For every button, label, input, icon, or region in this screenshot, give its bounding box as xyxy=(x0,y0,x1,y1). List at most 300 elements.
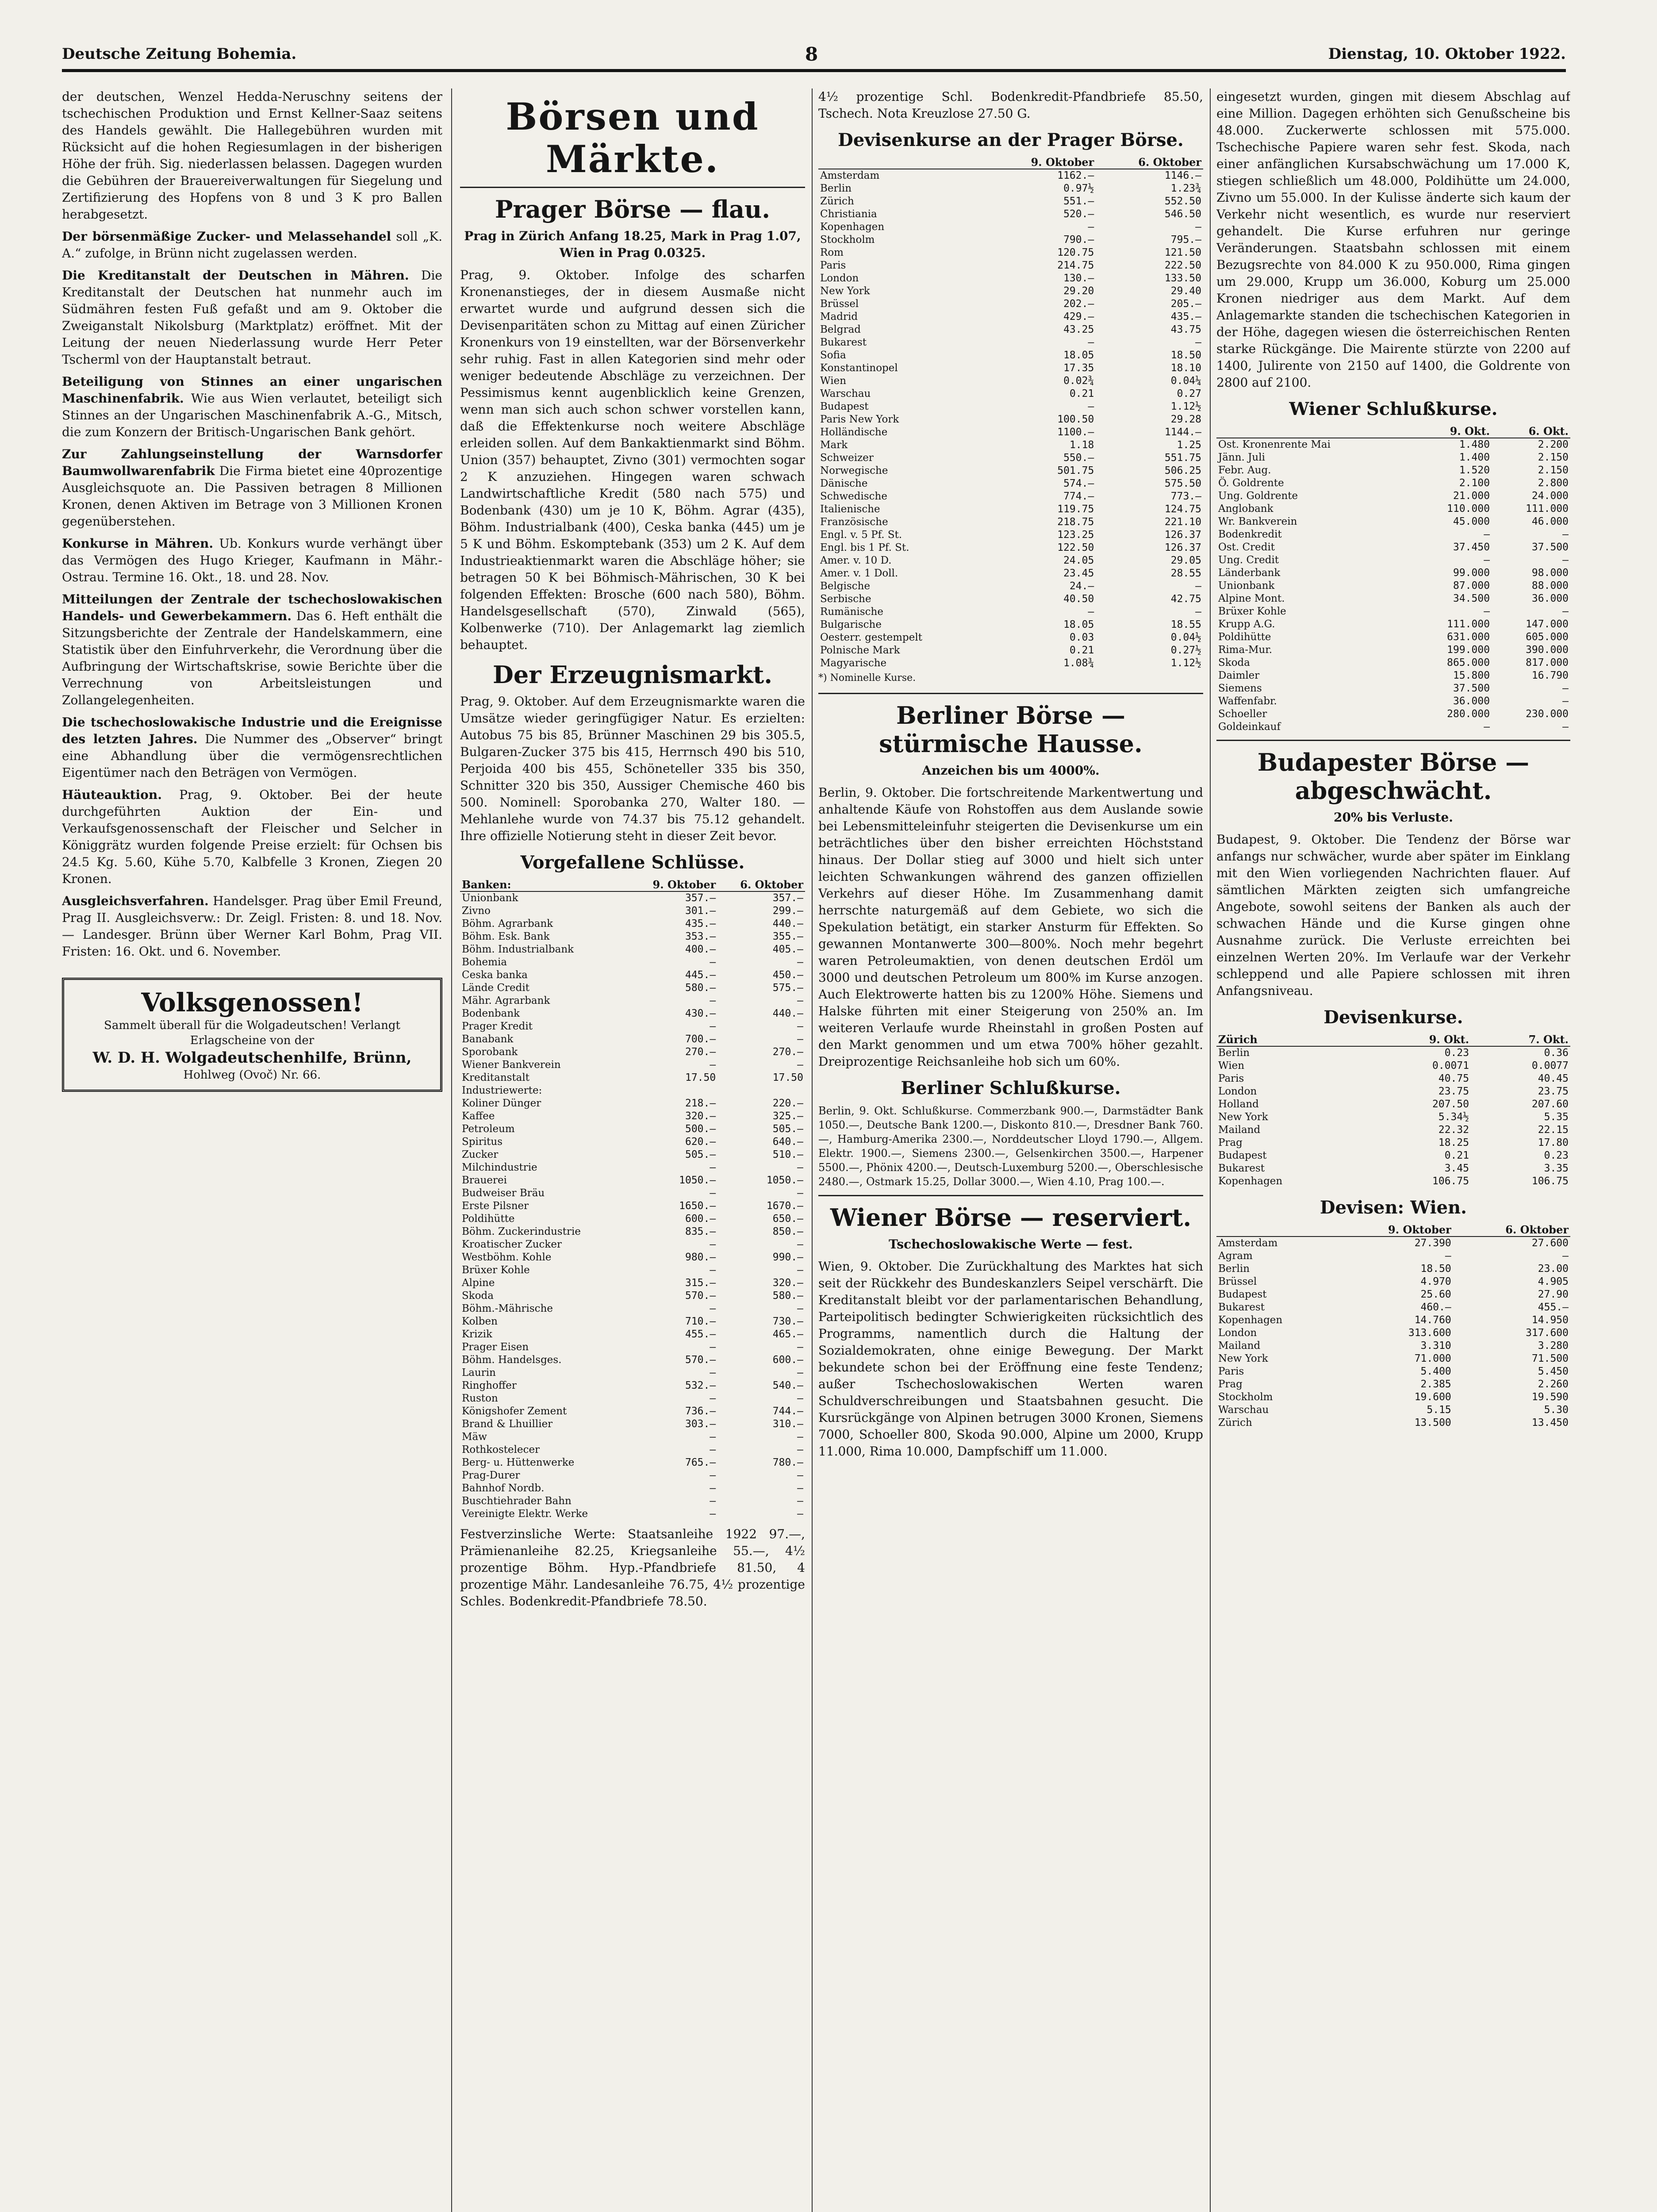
table-row xyxy=(460,1148,805,1161)
table-heading: Wiener Schlußkurse. xyxy=(1289,399,1498,419)
table-cell: 570.— xyxy=(685,1290,716,1302)
table-row xyxy=(818,465,1203,477)
table-row xyxy=(460,1110,805,1123)
table-cell: Brüssel xyxy=(1218,1276,1257,1287)
table-row xyxy=(1216,605,1570,618)
table-cell: Kroatischer Zucker xyxy=(462,1239,562,1250)
table-cell: Ost. Kronenrente Mai xyxy=(1218,439,1331,450)
table-cell: Alpine Mont. xyxy=(1218,593,1285,604)
table-cell: Polnische Mark xyxy=(820,645,900,656)
table-row xyxy=(460,1046,805,1059)
table-heading: Vorgefallene Schlüsse. xyxy=(520,852,745,873)
table-cell: Krupp A.G. xyxy=(1218,618,1275,630)
table-cell: Ung. Goldrente xyxy=(1218,490,1298,502)
table-cell: Warschau xyxy=(1218,1404,1269,1416)
table-row xyxy=(460,1379,805,1392)
table-cell: 315.— xyxy=(685,1277,716,1289)
table-row xyxy=(818,439,1203,452)
table-row xyxy=(460,1187,805,1200)
table-row xyxy=(460,905,805,918)
table-cell: London xyxy=(1218,1086,1257,1097)
table-cell: 3.45 xyxy=(1444,1163,1469,1174)
table-column-header: 7. Okt. xyxy=(1471,1033,1570,1046)
table-cell: 0.0071 xyxy=(1432,1060,1469,1071)
table-cell: 205.— xyxy=(1170,298,1201,310)
table-cell: — xyxy=(710,1303,716,1314)
table-cell: 24.— xyxy=(1069,580,1094,592)
table-cell: Wien xyxy=(1218,1060,1245,1071)
table-cell: 14.950 xyxy=(1531,1314,1569,1326)
table-cell: 1670.— xyxy=(766,1200,803,1212)
table-cell: 202.— xyxy=(1063,298,1094,310)
table-cell: Bodenkredit xyxy=(1218,529,1282,540)
table-cell: 430.— xyxy=(685,1008,716,1019)
table-cell: 2.100 xyxy=(1459,477,1490,489)
table-cell: Prager Eisen xyxy=(462,1341,529,1353)
table-cell: 551.— xyxy=(1063,196,1094,207)
table-cell: Böhm. Zuckerindustrie xyxy=(462,1226,581,1237)
table-cell: Böhm. Handelsges. xyxy=(462,1354,562,1366)
table-cell: 5.30 xyxy=(1544,1404,1569,1416)
table-cell: — xyxy=(1088,221,1094,233)
table-cell: 390.000 xyxy=(1526,644,1569,656)
article-text: Wien, 9. Oktober. Die Zurückhaltung des Marktes hat sich seit der Rückkehr des Bundeskanzlers Seipel verschärft. Die Kreditanstalt bleibt vor der parlamentarischen Behandlung, Parteipolitisch bedingter Schwierigkeiten rücksichtlich des Programms, namentlich durch die Haltung der Sozialdemokraten, ohne einige Bewegung. Der Markt bekundete schon bei der Eröffnung eine feste Tendenz; außer Tschechoslowakischen Werten waren Schuldverschreibungen und Staatsbahnen gesucht. Die Kursrückgänge von Alpinen betrugen 3000 Kronen, Siemens 7000, Schoeller 800, Skoda 90.000, Alpine um 2000, Krupp 11.000, Rima 10.000, Dampfschiff um 11.000. xyxy=(818,1259,1203,1459)
table-cell: Westböhm. Kohle xyxy=(462,1252,552,1263)
table-cell: 199.000 xyxy=(1447,644,1490,656)
table-cell: London xyxy=(820,273,859,284)
table-cell: 1162.— xyxy=(1057,170,1094,181)
table-cell: Böhm. Agrarbank xyxy=(462,918,553,929)
table-cell: 37.500 xyxy=(1531,541,1569,553)
table-cell: Engl. bis 1 Pf. St. xyxy=(820,542,909,553)
table-row xyxy=(1216,1046,1570,1060)
table-cell: 13.450 xyxy=(1531,1417,1569,1429)
table-cell: Budapest xyxy=(820,401,869,412)
table-row xyxy=(1216,708,1570,721)
table-cell: Berlin xyxy=(1218,1047,1250,1059)
table-column-header: 9. Oktober xyxy=(989,156,1096,169)
table-cell: 27.390 xyxy=(1414,1237,1451,1249)
table-cell: 40.50 xyxy=(1063,593,1094,605)
table-cell: Berlin xyxy=(1218,1263,1250,1275)
table-cell: — xyxy=(797,1021,803,1032)
table-row xyxy=(460,1200,805,1213)
table-row xyxy=(460,1405,805,1418)
table-cell: Paris xyxy=(1218,1366,1244,1377)
table-cell: 28.55 xyxy=(1170,568,1201,579)
table-row xyxy=(460,995,805,1007)
article-text: eingesetzt wurden, gingen mit diesem Abschlag auf eine Million. Dagegen erhöhten sich Genußscheine bis 48.000. Zuckerwerte schlossen mit 575.000. Tschechische Papiere waren sehr fest. Skoda, nach einer anfänglichen Kursabschwächung um 17.000 K, stiegen schließlich um 48.000, Poldihütte um 24.000, Zivno um 55.000. In der Kulisse änderte sich kaum der Verkehr nicht wesentlich, es wurde nur reserviert gehandelt. Die Kurse erfuhren nur geringe Veränderungen. Staatsbahn schlossen mit einem Bezugsrechte von 84.000 K zu 950.000, Rima gingen um 29.000, Krupp um 36.000, Koburg um 25.000 Kronen niedriger aus dem Markt. Auf dem Anlagemarkte standen die tschechischen Kategorien in der Höhe, dagegen wiesen die österreichischen Renten starke Rückgänge. Die Mairente stürzte von 2200 auf 1400, Julirente von 2150 auf 1400, die Goldrente von 2800 auf 2100. xyxy=(1216,89,1570,390)
table-cell: 310.— xyxy=(772,1418,803,1430)
table-row xyxy=(460,1367,805,1379)
table-cell: 123.25 xyxy=(1057,529,1094,541)
table-row xyxy=(1216,1250,1570,1263)
table-row xyxy=(818,362,1203,375)
table-cell: Berlin xyxy=(820,183,852,194)
table-cell: Kolben xyxy=(462,1316,498,1327)
table-row xyxy=(1216,1378,1570,1391)
table-cell: 1.12½ xyxy=(1170,657,1201,669)
article-heading: Der börsenmäßige Zucker- und Melassehandel xyxy=(62,229,391,244)
table-cell: 2.150 xyxy=(1538,452,1569,463)
table-cell: 29.20 xyxy=(1063,285,1094,297)
table-cell: Rom xyxy=(820,247,844,258)
table-cell: — xyxy=(797,1482,803,1494)
table-cell: Mailand xyxy=(1218,1124,1261,1136)
table-cell: Christiania xyxy=(820,208,877,220)
table-row xyxy=(818,400,1203,413)
table-cell: 2.385 xyxy=(1420,1379,1451,1390)
table-cell: Budweiser Bräu xyxy=(462,1187,545,1199)
table-cell: 1.480 xyxy=(1459,439,1490,450)
table-row xyxy=(818,285,1203,298)
table-cell: Krizik xyxy=(462,1329,492,1340)
table-cell: 119.75 xyxy=(1057,503,1094,515)
table-cell: 71.000 xyxy=(1414,1353,1451,1364)
table-cell: 850.— xyxy=(772,1226,803,1237)
table-cell: — xyxy=(797,1264,803,1276)
table-cell: 130.— xyxy=(1063,273,1094,284)
table-cell: 2.200 xyxy=(1538,439,1569,450)
table-cell: — xyxy=(710,1470,716,1481)
table-cell: 1.23¾ xyxy=(1170,183,1201,194)
table-cell: Mailand xyxy=(1218,1340,1261,1352)
table-row xyxy=(1216,451,1570,464)
table-row xyxy=(460,1007,805,1020)
table-cell: 133.50 xyxy=(1164,273,1201,284)
table-cell: 1050.— xyxy=(679,1175,716,1186)
table-cell: 230.000 xyxy=(1526,708,1569,720)
section-subheading: Tschechoslowakische Werte — fest. xyxy=(889,1237,1133,1252)
table-cell: — xyxy=(710,1021,716,1032)
table-cell: 2.150 xyxy=(1538,465,1569,476)
table-cell: — xyxy=(1562,695,1569,707)
table-cell: 106.75 xyxy=(1531,1175,1569,1187)
table-row xyxy=(818,182,1203,195)
table-cell: 22.32 xyxy=(1438,1124,1469,1136)
table-cell: Bodenbank xyxy=(462,1008,520,1019)
table-column-header: 9. Okt. xyxy=(1371,1033,1471,1046)
section-subheading: Anzeichen bis um 4000%. xyxy=(922,763,1100,778)
table-cell: 455.— xyxy=(685,1329,716,1340)
table-row xyxy=(460,1251,805,1264)
table-cell: 435.— xyxy=(685,918,716,929)
table-cell: New York xyxy=(1218,1111,1268,1123)
section-heading: Wiener Börse — reserviert. xyxy=(830,1203,1192,1232)
table-cell: 980.— xyxy=(685,1252,716,1263)
table-cell: 790.— xyxy=(1063,234,1094,246)
table-row xyxy=(1216,1175,1570,1188)
table-cell: — xyxy=(797,1508,803,1520)
table-cell: — xyxy=(797,1367,803,1379)
table-row xyxy=(1216,515,1570,528)
table-row xyxy=(460,1174,805,1187)
table-cell: — xyxy=(797,1033,803,1045)
table-row xyxy=(1216,1352,1570,1365)
table-cell: 18.50 xyxy=(1170,349,1201,361)
table-cell: — xyxy=(1562,683,1569,694)
table-cell: Belgrad xyxy=(820,324,861,335)
table-cell: 124.75 xyxy=(1164,503,1201,515)
table-cell: 5.400 xyxy=(1420,1366,1451,1377)
table-cell: Schoeller xyxy=(1218,708,1267,720)
table-cell: 207.50 xyxy=(1432,1098,1469,1110)
table-row xyxy=(460,1328,805,1341)
table-cell: 24.05 xyxy=(1063,555,1094,566)
table-cell: 36.000 xyxy=(1531,593,1569,604)
table-cell: — xyxy=(1088,606,1094,618)
table-cell: 16.790 xyxy=(1531,670,1569,681)
table-cell: 505.— xyxy=(772,1123,803,1135)
table-cell: Anglobank xyxy=(1218,503,1273,515)
article-text: Prag, 9. Oktober. Bei der heute durchgeführten Auktion der Ein- und Verkaufsgenossenschaft der Fleischer und Selcher in Königgrätz wurden folgende Preise erzielt: für Ochsen bis 24.5 Kg. 5.60, Kühe 5.70, Kalbfelle 3 Kronen, Ziegen 20 Kronen. xyxy=(62,787,442,886)
table-cell: Goldeinkauf xyxy=(1218,721,1281,733)
table-cell: — xyxy=(797,956,803,968)
table-cell: — xyxy=(1195,580,1201,592)
table-cell: 0.23 xyxy=(1444,1047,1469,1059)
table-row xyxy=(460,1264,805,1277)
table-cell: — xyxy=(1562,721,1569,733)
article-text: Prag, 9. Oktober. Infolge des scharfen Kronenanstieges, der in diesem Ausmaße nicht erwartet wurde und aufgrund dessen sich die Devisenparitäten schon zu Mittag auf einen Züricher Kronenkurs von 19 einstellten, war der Börsenverkehr sehr ruhig. Fast in allen Kategorien sind mehr oder weniger bedeutende Abschläge zu verzeichnen. Der Pessimismus kennt augenblicklich keine Grenzen, wenn man sich auch schon schwer vorstellen kann, daß die Effektenkurse noch weitere Abschläge erleiden sollen. Auf dem Bankaktienmarkt sind Böhm. Union (357) behauptet, Zivno (301) vermochten sogar 2 K anzuziehen. Hingegen waren schwach Landwirtschaftliche Kredit (580 nach 575) und Bodenbank (430) um je 10 K, Böhm. Agrar (435), Böhm. Industrialbank (400), Ceska banka (445) um je 5 K und Böhm. Eskomptebank (353) um 2 K. Auf dem Industrieaktienmarkt waren die Abschläge höher; sie betragen 50 K bei Böhmisch-Mährischen, 30 K bei folgenden Effekten: Brosche (600 nach 580), Böhm. Handelsgesellschaft (570), Zinwald (565), Kolbenwerke (710). Der Anlagemarkt lag ziemlich behauptet. xyxy=(460,268,805,652)
zurich-fx-table xyxy=(1216,1033,1570,1188)
table-row xyxy=(460,891,805,905)
table-cell: Brüssel xyxy=(820,298,859,310)
ad-title: Volksgenossen! xyxy=(141,987,363,1018)
issue-date: Dienstag, 10. Oktober 1922. xyxy=(1328,45,1566,63)
table-cell: 501.75 xyxy=(1057,465,1094,476)
article-hop-market: der deutschen, Wenzel Hedda-Neruschny seitens der tschechischen Produktion und Ernst Kellner-Saaz seitens des Handels gewählt. Die Hallegebühren wurden mit Rücksicht auf die hohen Regiesumlagen in der bisherigen Höhe der früh. Sig. niederlassen belassen. Dagegen wurden die Gebühren der Brauereiverwaltungen für Siegelung und Zertifizierung des Hopfens von 8 und 3 K pro Ballen herabgesetzt. xyxy=(62,89,442,222)
table-row xyxy=(460,1225,805,1238)
table-cell: Brüxer Kohle xyxy=(1218,606,1286,617)
table-cell: Berg- u. Hüttenwerke xyxy=(462,1457,575,1468)
table-cell: 122.50 xyxy=(1057,542,1094,553)
table-cell: Bulgarische xyxy=(820,619,882,630)
table-cell: Rumänische xyxy=(820,606,883,618)
table-cell: 540.— xyxy=(772,1380,803,1391)
section-title: Börsen und Märkte. xyxy=(506,95,759,181)
table-cell: 570.— xyxy=(685,1354,716,1366)
table-cell: 574.— xyxy=(1063,478,1094,489)
table-row xyxy=(818,298,1203,311)
table-cell: 500.— xyxy=(685,1123,716,1135)
table-cell: 710.— xyxy=(685,1316,716,1327)
table-row xyxy=(818,388,1203,400)
table-cell: Koliner Dünger xyxy=(462,1098,541,1109)
table-row xyxy=(1216,1340,1570,1352)
table-cell: 37.500 xyxy=(1453,683,1490,694)
table-row xyxy=(1216,644,1570,657)
table-footnote: *) Nominelle Kurse. xyxy=(818,672,916,684)
table-cell: 303.— xyxy=(685,1418,716,1430)
table-cell: 580.— xyxy=(685,982,716,994)
section-heading: Prager Börse — flau. xyxy=(495,195,771,223)
article-heading: Die Kreditanstalt der Deutschen in Mähren. xyxy=(62,268,409,283)
table-row xyxy=(1216,592,1570,605)
table-cell: Milchindustrie xyxy=(462,1162,537,1173)
table-cell xyxy=(630,1084,717,1097)
table-row xyxy=(1216,695,1570,708)
table-cell: Konstantinopel xyxy=(820,362,898,374)
column-rule xyxy=(451,88,452,2212)
table-cell: 510.— xyxy=(772,1149,803,1160)
table-cell: Italienische xyxy=(820,503,880,515)
table-cell: Ö. Goldrente xyxy=(1218,477,1284,489)
table-cell: Bohemia xyxy=(462,956,507,968)
article-text: Prag, 9. Oktober. Auf dem Erzeugnismarkte waren die Umsätze wieder geringfügiger Natur. Es erzielten: Autobus 75 bis 85, Brünner Maschinen 29 bis 305.5, Bulgaren-Zucker 375 bis 415, Herrnsch 490 bis 510, Perjoida 400 bis 455, Schöneteller 335 bis 350, Schnitter 320 bis 350, Aussiger Chemische 460 bis 500. Nominell: Sporobanka 270, Walter 180. — Mehlanlehe wurde von 74.37 bis 75.12 gehandelt. Ihre offizielle Notierung steht in dieser Zeit bevor. xyxy=(460,694,805,843)
table-cell: — xyxy=(710,995,716,1006)
table-cell: — xyxy=(797,1162,803,1173)
table-cell: 546.50 xyxy=(1164,208,1201,220)
article-heading: Beteiligung von Stinnes an einer ungarischen Maschinenfabrik. xyxy=(62,374,442,406)
table-cell: 2.260 xyxy=(1538,1379,1569,1390)
table-cell: 450.— xyxy=(772,969,803,981)
table-cell: — xyxy=(797,1470,803,1481)
table-row xyxy=(1216,1391,1570,1404)
table-cell: — xyxy=(710,1162,716,1173)
table-cell: 357.— xyxy=(772,892,803,904)
table-cell: 46.000 xyxy=(1531,516,1569,527)
table-row xyxy=(460,1418,805,1431)
table-cell: — xyxy=(797,1239,803,1250)
table-cell: Kreditanstalt xyxy=(462,1072,529,1083)
table-row xyxy=(1216,1162,1570,1175)
table-row xyxy=(1216,657,1570,669)
table-cell: — xyxy=(710,1187,716,1199)
table-cell: 71.500 xyxy=(1531,1353,1569,1364)
table-cell: — xyxy=(1562,606,1569,617)
table-row xyxy=(1216,1327,1570,1340)
table-cell: 5.34½ xyxy=(1438,1111,1469,1123)
table-cell: 1.08¾ xyxy=(1063,657,1094,669)
table-cell: — xyxy=(1195,221,1201,233)
table-cell: Ceska banka xyxy=(462,969,528,981)
article-text: Berlin, 9. Okt. Schlußkurse. Commerzbank 900.—, Darmstädter Bank 1050.—, Deutsche Bank 1200.—, Diskonto 810.—, Dresdner Bank 760.—, Hamburg-Amerika 2300.—, Norddeutscher Lloyd 1790.—, Allgem. Elektr. 1900.—, Siemens 2300.—, Gelsenkirchen 3500.—, Harpener 5500.—, Phönix 4200.—, Deutsch-Luxemburg 5200.—, Oberschlesische 2480.—, Ostmark 15.25, Dollar 3000.—, Wien 4.10, Prag 100.—. xyxy=(818,1105,1203,1188)
table-row xyxy=(1216,721,1570,733)
article-text: Die Kreditanstalt der Deutschen hat nunmehr auch im Südmähren festen Fuß gefaßt und am 9. Oktober die Zweiganstalt Nikolsburg (Marktplatz) eröffnet. Mit der Leitung der neuen Niederlassung wurde Herr Peter Tscherml von der Hauptanstalt betraut. xyxy=(62,268,442,367)
table-cell: 120.75 xyxy=(1057,247,1094,258)
table-cell: Rothkostelecer xyxy=(462,1444,540,1455)
table-cell: Böhm. Esk. Bank xyxy=(462,931,550,942)
article-text: Wie aus Wien verlautet, beteiligt sich Stinnes an der Ungarischen Maschinenfabrik A.-G., Mitsch, die zum Konzern der Britisch-Ungarischen Bank gehört. xyxy=(62,391,442,439)
table-cell: Wr. Bankverein xyxy=(1218,516,1297,527)
table-cell: — xyxy=(797,1495,803,1507)
page-number: 8 xyxy=(805,43,818,65)
table-cell: 87.000 xyxy=(1453,580,1490,591)
table-cell: 218.75 xyxy=(1057,516,1094,528)
ad-sponsor: W. D. H. Wolgadeutschenhilfe, Brünn, xyxy=(92,1049,412,1067)
table-cell: 0.36 xyxy=(1544,1047,1569,1059)
table-row xyxy=(460,1431,805,1444)
article-text: Festverzinsliche Werte: Staatsanleihe 1922 97.—, Prämienanleihe 82.25, Kriegsanleihe 55.—, 4½ prozentige Böhm. Hyp.-Pfandbriefe 81.50, 4 prozentige Mähr. Landesanleihe 76.75, 4½ prozentige Schles. Bodenkredit-Pfandbriefe 78.50. xyxy=(460,1527,805,1609)
article-heading: Ausgleichsverfahren. xyxy=(62,894,209,908)
table-cell: 15.800 xyxy=(1453,670,1490,681)
table-cell: Agram xyxy=(1218,1250,1253,1262)
table-cell: — xyxy=(1562,529,1569,540)
table-cell: 221.10 xyxy=(1164,516,1201,528)
table-cell: 355.— xyxy=(772,931,803,942)
table-row xyxy=(818,349,1203,362)
table-cell: Paris xyxy=(1218,1073,1244,1084)
table-cell: 990.— xyxy=(772,1252,803,1263)
table-cell: 25.60 xyxy=(1420,1289,1451,1300)
table-cell: 37.450 xyxy=(1453,541,1490,553)
table-row xyxy=(1216,1111,1570,1124)
table-cell: 405.— xyxy=(772,944,803,955)
table-row xyxy=(1216,528,1570,541)
table-cell: 220.— xyxy=(772,1098,803,1109)
column-3 xyxy=(818,88,1203,2212)
table-cell: 222.50 xyxy=(1164,260,1201,271)
table-row xyxy=(460,1123,805,1136)
table-row xyxy=(1216,1124,1570,1137)
table-cell: 5.35 xyxy=(1544,1111,1569,1123)
table-cell: 27.600 xyxy=(1531,1237,1569,1249)
table-cell: 3.280 xyxy=(1538,1340,1569,1352)
table-cell: Poldihütte xyxy=(1218,631,1271,643)
table-cell: 640.— xyxy=(772,1136,803,1148)
table-cell: 40.45 xyxy=(1538,1073,1569,1084)
table-row xyxy=(818,541,1203,554)
article-text: Berlin, 9. Oktober. Die fortschreitende Markentwertung und anhaltende Käufe von Rohstoffen aus dem Auslande sowie bei Lebensmitteleinfuhr steigerten die Devisenkurse um ein beträchtliches über den bisher erreichten Höchststand hinaus. Der Dollar stieg auf 3000 und hielt sich unter leichten Schwankungen während des ganzen offiziellen Verkehrs auf dieser Höhe. Im Zusammenhang damit herrschte naturgemäß auf dem Gebiete, wo sich die Spekulation betätigt, ein starker Ansturm für Effekten. So gewannen Montanwerte 300—800%. Noch mehr begehrt waren Petroleumaktien, von denen deutschen Erdöl um 3000 und deutschen Petroleum um 800% im Kurse anzogen. Auch Elektrowerte hatten bis zu 1200% Höhe. Siemens und Halske führten mit einer Steigerung von 250% an. Im weiteren Verlaufe wurde Rheinstahl in großen Posten auf den Markt genommen und um etwa 700% höher gezahlt. Dreiprozentige Reichsanleihe hob sich um 60%. xyxy=(818,785,1203,1069)
table-cell: — xyxy=(710,1264,716,1276)
table-cell: 700.— xyxy=(685,1033,716,1045)
table-row xyxy=(818,323,1203,336)
table-row xyxy=(460,956,805,969)
table-cell: 1146.— xyxy=(1164,170,1201,181)
table-row xyxy=(818,375,1203,388)
table-row xyxy=(1216,1137,1570,1149)
table-row xyxy=(1216,1404,1570,1417)
table-cell: 440.— xyxy=(772,918,803,929)
table-cell: Schweizer xyxy=(820,452,874,464)
table-cell: Stockholm xyxy=(1218,1391,1273,1403)
table-cell: 29.05 xyxy=(1170,555,1201,566)
table-cell: Mäw xyxy=(462,1431,487,1443)
table-cell: — xyxy=(1195,337,1201,348)
table-cell: Mähr. Agrarbank xyxy=(462,995,550,1006)
table-cell: 29.40 xyxy=(1170,285,1201,297)
table-row xyxy=(818,580,1203,593)
table-cell: 2.800 xyxy=(1538,477,1569,489)
table-cell: — xyxy=(797,1187,803,1199)
table-row xyxy=(818,644,1203,657)
table-cell: 99.000 xyxy=(1453,567,1490,579)
table-cell: 0.23 xyxy=(1544,1150,1569,1161)
table-cell: 24.000 xyxy=(1531,490,1569,502)
table-cell: — xyxy=(710,1444,716,1455)
table-cell: 22.15 xyxy=(1538,1124,1569,1136)
table-row xyxy=(818,631,1203,644)
table-cell: Vereinigte Elektr. Werke xyxy=(462,1508,588,1520)
table-row xyxy=(818,426,1203,439)
table-cell: 313.600 xyxy=(1408,1327,1451,1339)
table-cell: 14.760 xyxy=(1414,1314,1451,1326)
table-cell: 1.18 xyxy=(1069,439,1094,451)
table-row xyxy=(818,490,1203,503)
table-cell: 18.10 xyxy=(1170,362,1201,374)
table-row xyxy=(460,1444,805,1456)
table-row xyxy=(1216,1098,1570,1111)
column-4 xyxy=(1216,88,1570,2212)
table-cell: Prag xyxy=(1218,1137,1243,1148)
table-cell: Paris New York xyxy=(820,414,899,425)
table-cell: 552.50 xyxy=(1164,196,1201,207)
table-cell: Industriewerte: xyxy=(462,1085,542,1096)
table-cell: Unionbank xyxy=(1218,580,1275,591)
table-cell: — xyxy=(1484,554,1490,566)
table-cell: Prag-Durer xyxy=(462,1470,520,1481)
article-text: Handelsger. Prag über Emil Freund, Prag II. Ausgleichsverw.: Dr. Zeigl. Fristen: 8. und 18. Nov. — Landesger. Brünn über Werner Karl Bohm, Prag VII. Fristen: 16. Okt. und 6. November. xyxy=(62,894,442,959)
